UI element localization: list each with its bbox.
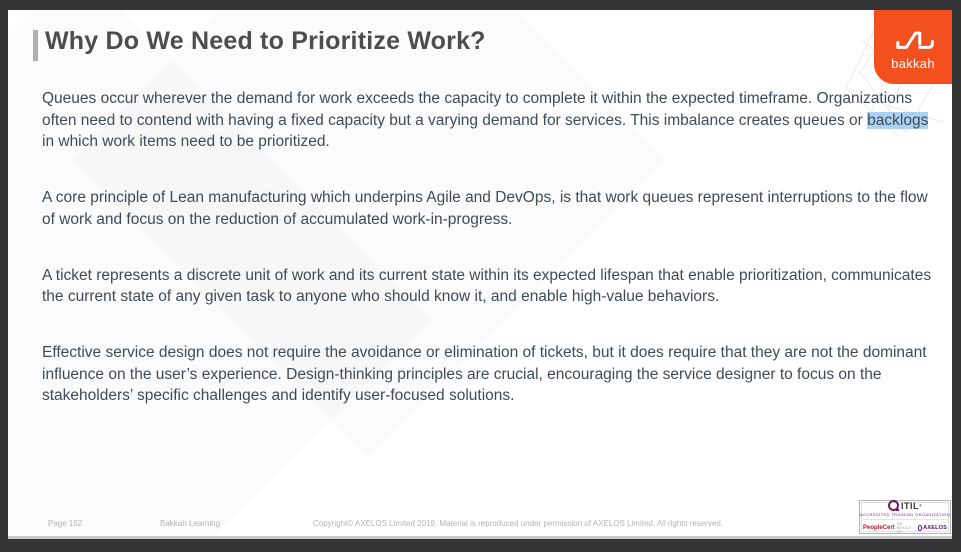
page-title: Why Do We Need to Prioritize Work? xyxy=(45,27,486,55)
bakkah-logo-icon xyxy=(889,23,937,55)
peoplecert-logo-text: PeopleCert xyxy=(863,525,895,531)
title-accent-bar xyxy=(33,30,38,61)
slide xyxy=(8,10,952,539)
slide-body xyxy=(42,88,939,441)
itil-accreditation-badge xyxy=(859,500,951,534)
bakkah-logo xyxy=(874,10,952,84)
itil-logo-icon xyxy=(888,500,899,511)
bakkah-logo-text: bakkah xyxy=(891,56,935,71)
highlighted-term: backlogs xyxy=(867,111,929,129)
paragraph-design: Effective service design does not require the avoidance or elimination of tickets, but it does require that they are not the dominant influence on the user’s experience. Design-thinking principles are crucial, encouraging the service designer to focus on the stakeholders’ specific challenges and identify user-focused solutions. xyxy=(42,344,927,404)
paragraph-text: in which work items need to be prioritized. xyxy=(42,133,330,150)
peoplecert-axelos-row xyxy=(863,519,947,534)
footer-brand: Bakkah Learning xyxy=(160,519,221,528)
axelos-logo-icon xyxy=(918,525,923,531)
paragraph-queues xyxy=(42,88,939,153)
footer-copyright: Copyright© AXELOS Limited 2019. Material is reproduced under permission of AXELOS Limited. All rights reserved. xyxy=(313,519,724,528)
itil-badge-inner xyxy=(861,502,949,532)
axelos-logo-text: AXELOS xyxy=(923,525,947,531)
itil-logo xyxy=(888,500,922,511)
paragraph-text: Queues occur wherever the demand for work exceeds the capacity to complete it within the expected timeframe. Organizations often need to contend with having a fixed capacity but a varying demand for services. This imbalance creates queues or xyxy=(42,90,913,129)
registered-mark: ® xyxy=(919,502,922,508)
accredited-text: ACCREDITED TRAINING ORGANIZATION xyxy=(859,512,951,517)
paragraph-ticket: A ticket represents a discrete unit of work and its current state within its expected lifespan that enable prioritization, communicates the current state of any given task to anyone who should know it, and enable high-value behaviors. xyxy=(42,266,932,305)
page-number: Page 152 xyxy=(48,519,83,528)
paragraph-lean: A core principle of Lean manufacturing which underpins Agile and DevOps, is that work queues represent interruptions to the flow of work and focus on the reduction of accumulated work-in-progress. xyxy=(42,189,928,228)
on-behalf-text: ON BEHALF OF xyxy=(896,522,912,534)
itil-logo-text: ITIL xyxy=(901,500,920,511)
